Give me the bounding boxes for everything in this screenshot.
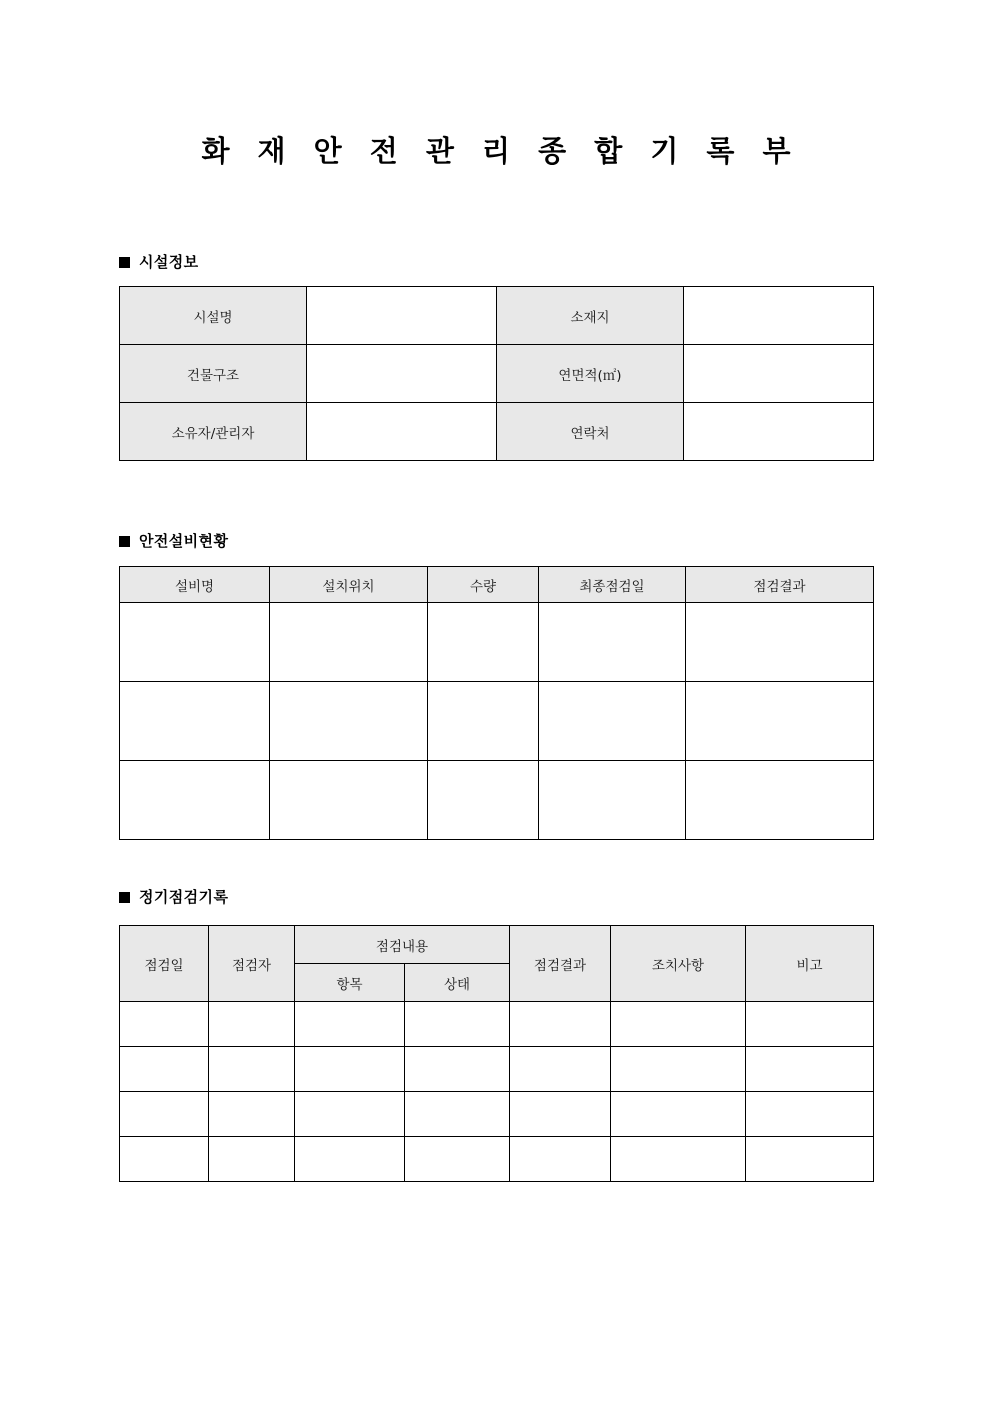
table-row	[120, 603, 874, 682]
table-row	[120, 761, 874, 840]
inspection-cell-content-item[interactable]	[295, 1092, 405, 1137]
inspection-cell-date[interactable]	[120, 1092, 209, 1137]
inspection-cell-content-status[interactable]	[405, 1137, 510, 1182]
facility-location-label: 소재지	[497, 287, 684, 345]
inspection-col-result: 점검결과	[510, 926, 611, 1002]
equipment-cell-quantity[interactable]	[428, 682, 539, 761]
inspection-cell-remarks[interactable]	[746, 1047, 874, 1092]
inspection-cell-date[interactable]	[120, 1002, 209, 1047]
contact-label: 연락처	[497, 403, 684, 461]
inspection-col-content-status: 상태	[405, 964, 510, 1002]
equipment-cell-inspection-result[interactable]	[686, 682, 874, 761]
inspection-cell-date[interactable]	[120, 1047, 209, 1092]
owner-manager-value[interactable]	[307, 403, 497, 461]
safety-equipment-table	[119, 566, 874, 840]
equipment-cell-last-inspection-date[interactable]	[539, 603, 686, 682]
inspection-col-date: 점검일	[120, 926, 209, 1002]
inspection-cell-date[interactable]	[120, 1137, 209, 1182]
equipment-cell-inspection-result[interactable]	[686, 603, 874, 682]
inspection-cell-content-item[interactable]	[295, 1002, 405, 1047]
contact-value[interactable]	[684, 403, 874, 461]
table-row	[120, 1047, 874, 1092]
equipment-cell-quantity[interactable]	[428, 761, 539, 840]
inspection-col-inspector: 점검자	[209, 926, 295, 1002]
inspection-cell-result[interactable]	[510, 1137, 611, 1182]
table-row	[120, 403, 874, 461]
equipment-col-name: 설비명	[120, 567, 270, 603]
total-floor-area-value[interactable]	[684, 345, 874, 403]
equipment-cell-last-inspection-date[interactable]	[539, 761, 686, 840]
inspection-cell-action[interactable]	[611, 1092, 746, 1137]
inspection-cell-content-item[interactable]	[295, 1137, 405, 1182]
inspection-cell-remarks[interactable]	[746, 1137, 874, 1182]
inspection-cell-content-item[interactable]	[295, 1047, 405, 1092]
inspection-cell-action[interactable]	[611, 1047, 746, 1092]
equipment-cell-quantity[interactable]	[428, 603, 539, 682]
building-structure-value[interactable]	[307, 345, 497, 403]
section-heading-inspection-label: 정기점검기록	[139, 888, 229, 906]
inspection-cell-result[interactable]	[510, 1047, 611, 1092]
square-bullet-icon	[119, 257, 130, 268]
inspection-cell-action[interactable]	[611, 1002, 746, 1047]
inspection-col-action: 조치사항	[611, 926, 746, 1002]
inspection-cell-inspector[interactable]	[209, 1092, 295, 1137]
section-heading-equipment-label: 안전설비현황	[139, 532, 229, 550]
inspection-col-content-item: 항목	[295, 964, 405, 1002]
inspection-col-content-group: 점검내용	[295, 926, 510, 964]
page-title: 화 재 안 전 관 리 종 합 기 록 부	[201, 134, 800, 168]
periodic-inspection-table	[119, 925, 874, 1182]
inspection-cell-remarks[interactable]	[746, 1092, 874, 1137]
facility-info-table	[119, 286, 874, 461]
equipment-cell-name[interactable]	[120, 682, 270, 761]
table-header-row-top	[120, 926, 874, 964]
table-header-row	[120, 567, 874, 603]
inspection-cell-content-status[interactable]	[405, 1002, 510, 1047]
table-row	[120, 1002, 874, 1047]
equipment-cell-inspection-result[interactable]	[686, 761, 874, 840]
inspection-col-remarks: 비고	[746, 926, 874, 1002]
inspection-cell-action[interactable]	[611, 1137, 746, 1182]
owner-manager-label: 소유자/관리자	[120, 403, 307, 461]
equipment-col-inspection-result: 점검결과	[686, 567, 874, 603]
square-bullet-icon	[119, 892, 130, 903]
equipment-cell-name[interactable]	[120, 603, 270, 682]
equipment-cell-last-inspection-date[interactable]	[539, 682, 686, 761]
facility-name-value[interactable]	[307, 287, 497, 345]
building-structure-label: 건물구조	[120, 345, 307, 403]
inspection-cell-result[interactable]	[510, 1002, 611, 1047]
equipment-cell-name[interactable]	[120, 761, 270, 840]
facility-name-label: 시설명	[120, 287, 307, 345]
inspection-cell-inspector[interactable]	[209, 1002, 295, 1047]
inspection-cell-inspector[interactable]	[209, 1137, 295, 1182]
equipment-cell-location[interactable]	[270, 603, 428, 682]
facility-location-value[interactable]	[684, 287, 874, 345]
table-row	[120, 345, 874, 403]
section-heading-facility-label: 시설정보	[139, 253, 199, 271]
square-bullet-icon	[119, 536, 130, 547]
section-heading-equipment	[119, 531, 228, 551]
inspection-cell-content-status[interactable]	[405, 1047, 510, 1092]
table-row	[120, 1092, 874, 1137]
inspection-cell-inspector[interactable]	[209, 1047, 295, 1092]
inspection-cell-remarks[interactable]	[746, 1002, 874, 1047]
inspection-cell-content-status[interactable]	[405, 1092, 510, 1137]
table-row	[120, 1137, 874, 1182]
equipment-col-location: 설치위치	[270, 567, 428, 603]
equipment-cell-location[interactable]	[270, 761, 428, 840]
section-heading-facility	[119, 252, 199, 272]
inspection-cell-result[interactable]	[510, 1092, 611, 1137]
section-heading-inspection	[119, 887, 228, 907]
total-floor-area-label: 연면적(㎡)	[497, 345, 684, 403]
equipment-col-last-inspection-date: 최종점검일	[539, 567, 686, 603]
table-row	[120, 287, 874, 345]
table-row	[120, 682, 874, 761]
equipment-col-quantity: 수량	[428, 567, 539, 603]
equipment-cell-location[interactable]	[270, 682, 428, 761]
